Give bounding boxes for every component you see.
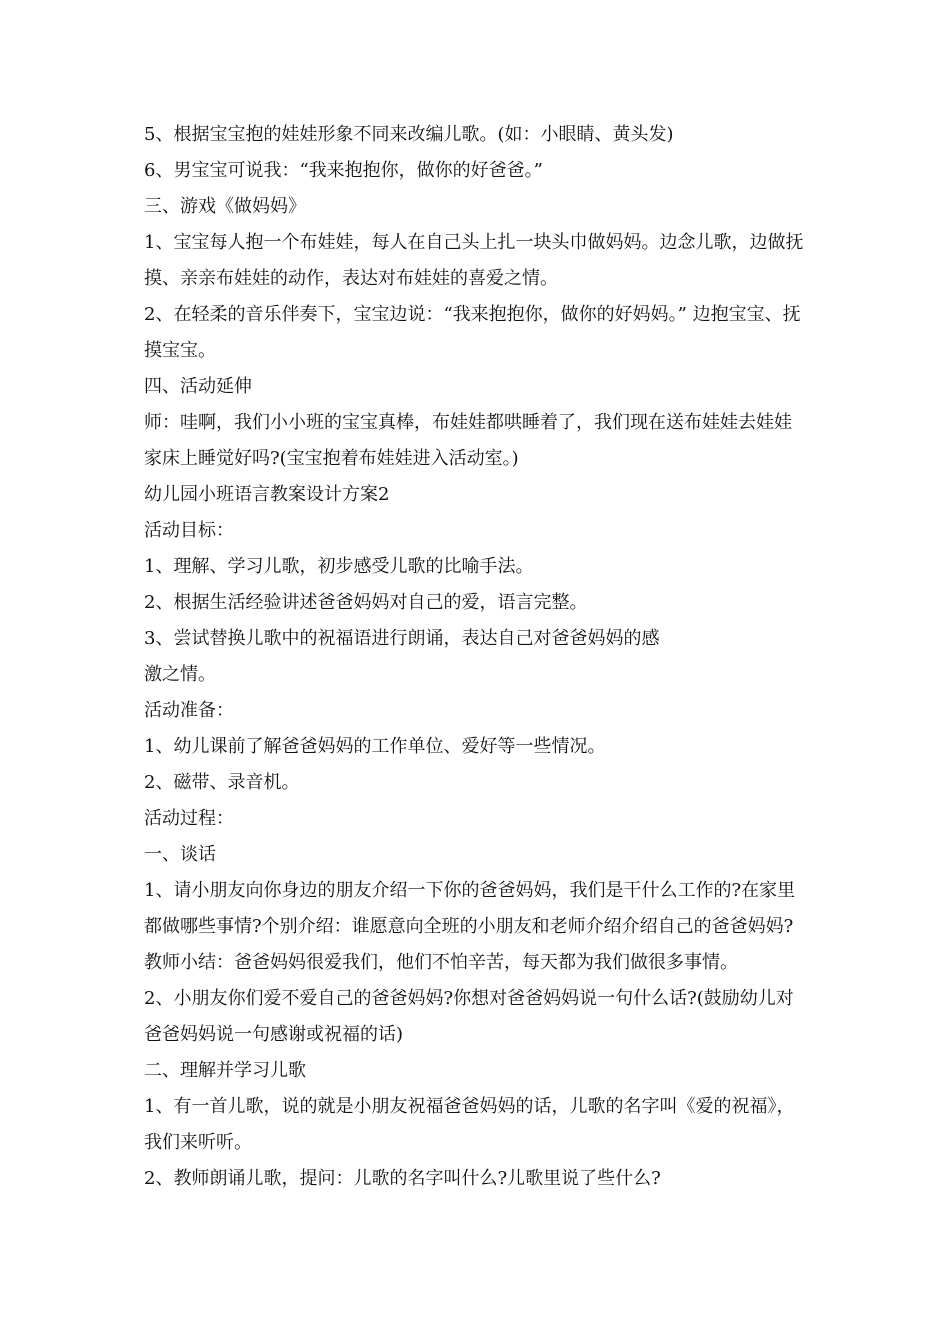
paragraph-talk-2: 2、小朋友你们爱不爱自己的爸爸妈妈?你想对爸爸妈妈说一句什么话?(鼓励幼儿对爸爸妈妈说一句感谢或祝福的话): [144, 988, 794, 1045]
section-heading-extension: 四、活动延伸: [144, 376, 252, 397]
paragraph-learn-2: 2、教师朗诵儿歌，提问：儿歌的名字叫什么?儿歌里说了些什么?: [144, 1168, 661, 1189]
label-activity-prep: 活动准备：: [144, 700, 234, 721]
paragraph-game-1: 1、宝宝每人抱一个布娃娃，每人在自己头上扎一块头巾做妈妈。边念儿歌，边做抚摸、亲亲布娃娃的动作，表达对布娃娃的喜爱之情。: [144, 232, 804, 289]
paragraph-prep-2: 2、磁带、录音机。: [144, 772, 300, 793]
section-heading-talk: 一、谈话: [144, 844, 216, 865]
label-activity-goals: 活动目标：: [144, 520, 234, 541]
paragraph-prep-1: 1、幼儿课前了解爸爸妈妈的工作单位、爱好等一些情况。: [144, 736, 606, 757]
paragraph-game-2: 2、在轻柔的音乐伴奏下，宝宝边说：“我来抱抱你，做你的好妈妈。” 边抱宝宝、抚摸宝宝。: [144, 304, 801, 361]
paragraph-step-5: 5、根据宝宝抱的娃娃形象不同来改编儿歌。(如：小眼睛、黄头发): [144, 124, 674, 145]
paragraph-extension: 师：哇啊，我们小小班的宝宝真棒，布娃娃都哄睡着了，我们现在送布娃娃去娃娃家床上睡觉好吗?(宝宝抱着布娃娃进入活动室。): [144, 412, 792, 469]
label-activity-process: 活动过程：: [144, 808, 234, 829]
paragraph-talk-1: 1、请小朋友向你身边的朋友介绍一下你的爸爸妈妈，我们是干什么工作的?在家里都做哪些事情?个别介绍：谁愿意向全班的小朋友和老师介绍介绍自己的爸爸妈妈?教师小结：爸爸妈妈很爱我们，他们不怕辛苦，每天都为我们做很多事情。: [144, 880, 796, 973]
paragraph-goal-2: 2、根据生活经验讲述爸爸妈妈对自己的爱，语言完整。: [144, 592, 588, 613]
paragraph-goal-3: 3、尝试替换儿歌中的祝福语进行朗诵，表达自己对爸爸妈妈的感: [144, 628, 660, 649]
document-page: [144, 117, 808, 1197]
section-heading-game: 三、游戏《做妈妈》: [144, 196, 306, 217]
section-heading-learn: 二、理解并学习儿歌: [144, 1060, 306, 1081]
paragraph-goal-3-cont: 激之情。: [144, 664, 216, 685]
paragraph-learn-1: 1、有一首儿歌，说的就是小朋友祝福爸爸妈妈的话，儿歌的名字叫《爱的祝福》，我们来听听。: [144, 1096, 795, 1153]
paragraph-step-6: 6、男宝宝可说我：“我来抱抱你，做你的好爸爸。”: [144, 160, 543, 181]
plan-title-2: 幼儿园小班语言教案设计方案2: [144, 484, 390, 505]
paragraph-goal-1: 1、理解、学习儿歌，初步感受儿歌的比喻手法。: [144, 556, 534, 577]
